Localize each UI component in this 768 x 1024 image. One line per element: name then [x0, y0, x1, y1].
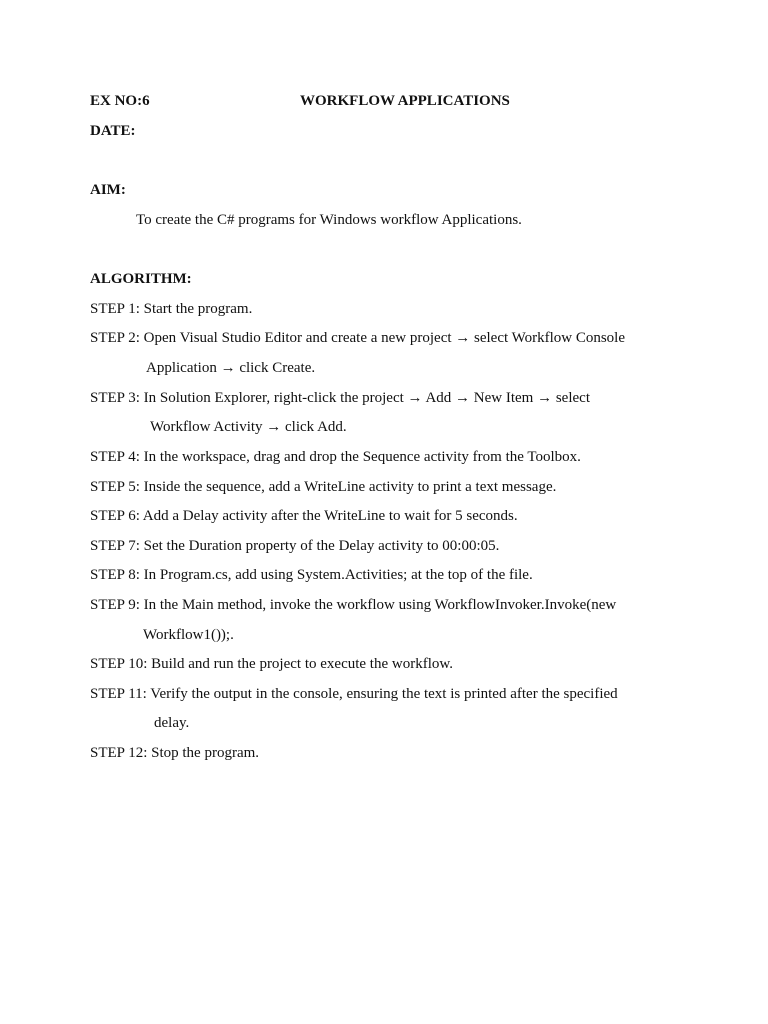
- algorithm-heading: ALGORITHM:: [90, 271, 192, 287]
- step-2: STEP 2: Open Visual Studio Editor and create a new project → select Workflow Console: [90, 330, 626, 346]
- step-8: STEP 8: In Program.cs, add using System.Activities; at the top of the file.: [90, 567, 533, 583]
- step-1: STEP 1: Start the program.: [90, 301, 253, 317]
- step-11-continuation: delay.: [154, 715, 190, 731]
- step-4: STEP 4: In the workspace, drag and drop the Sequence activity from the Toolbox.: [90, 449, 581, 465]
- aim-text: To create the C# programs for Windows workflow Applications.: [136, 212, 522, 228]
- step-6: STEP 6: Add a Delay activity after the WriteLine to wait for 5 seconds.: [90, 508, 518, 524]
- step-11: STEP 11: Verify the output in the console, ensuring the text is printed after the specified: [90, 686, 618, 702]
- step-5: STEP 5: Inside the sequence, add a WriteLine activity to print a text message.: [90, 479, 557, 495]
- page-title: WORKFLOW APPLICATIONS: [300, 93, 510, 109]
- step-2-continuation: Application → click Create.: [146, 360, 316, 376]
- date-label: DATE:: [90, 123, 136, 139]
- aim-heading: AIM:: [90, 182, 126, 198]
- step-10: STEP 10: Build and run the project to execute the workflow.: [90, 656, 453, 672]
- ex-number: EX NO:6: [90, 93, 150, 109]
- step-12: STEP 12: Stop the program.: [90, 745, 260, 761]
- step-3: STEP 3: In Solution Explorer, right-click the project → Add → New Item → select: [90, 390, 590, 406]
- step-9: STEP 9: In the Main method, invoke the workflow using WorkflowInvoker.Invoke(new: [90, 597, 617, 613]
- step-3-continuation: Workflow Activity → click Add.: [150, 419, 347, 435]
- step-7: STEP 7: Set the Duration property of the Delay activity to 00:00:05.: [90, 538, 500, 554]
- step-9-continuation: Workflow1());.: [143, 627, 234, 643]
